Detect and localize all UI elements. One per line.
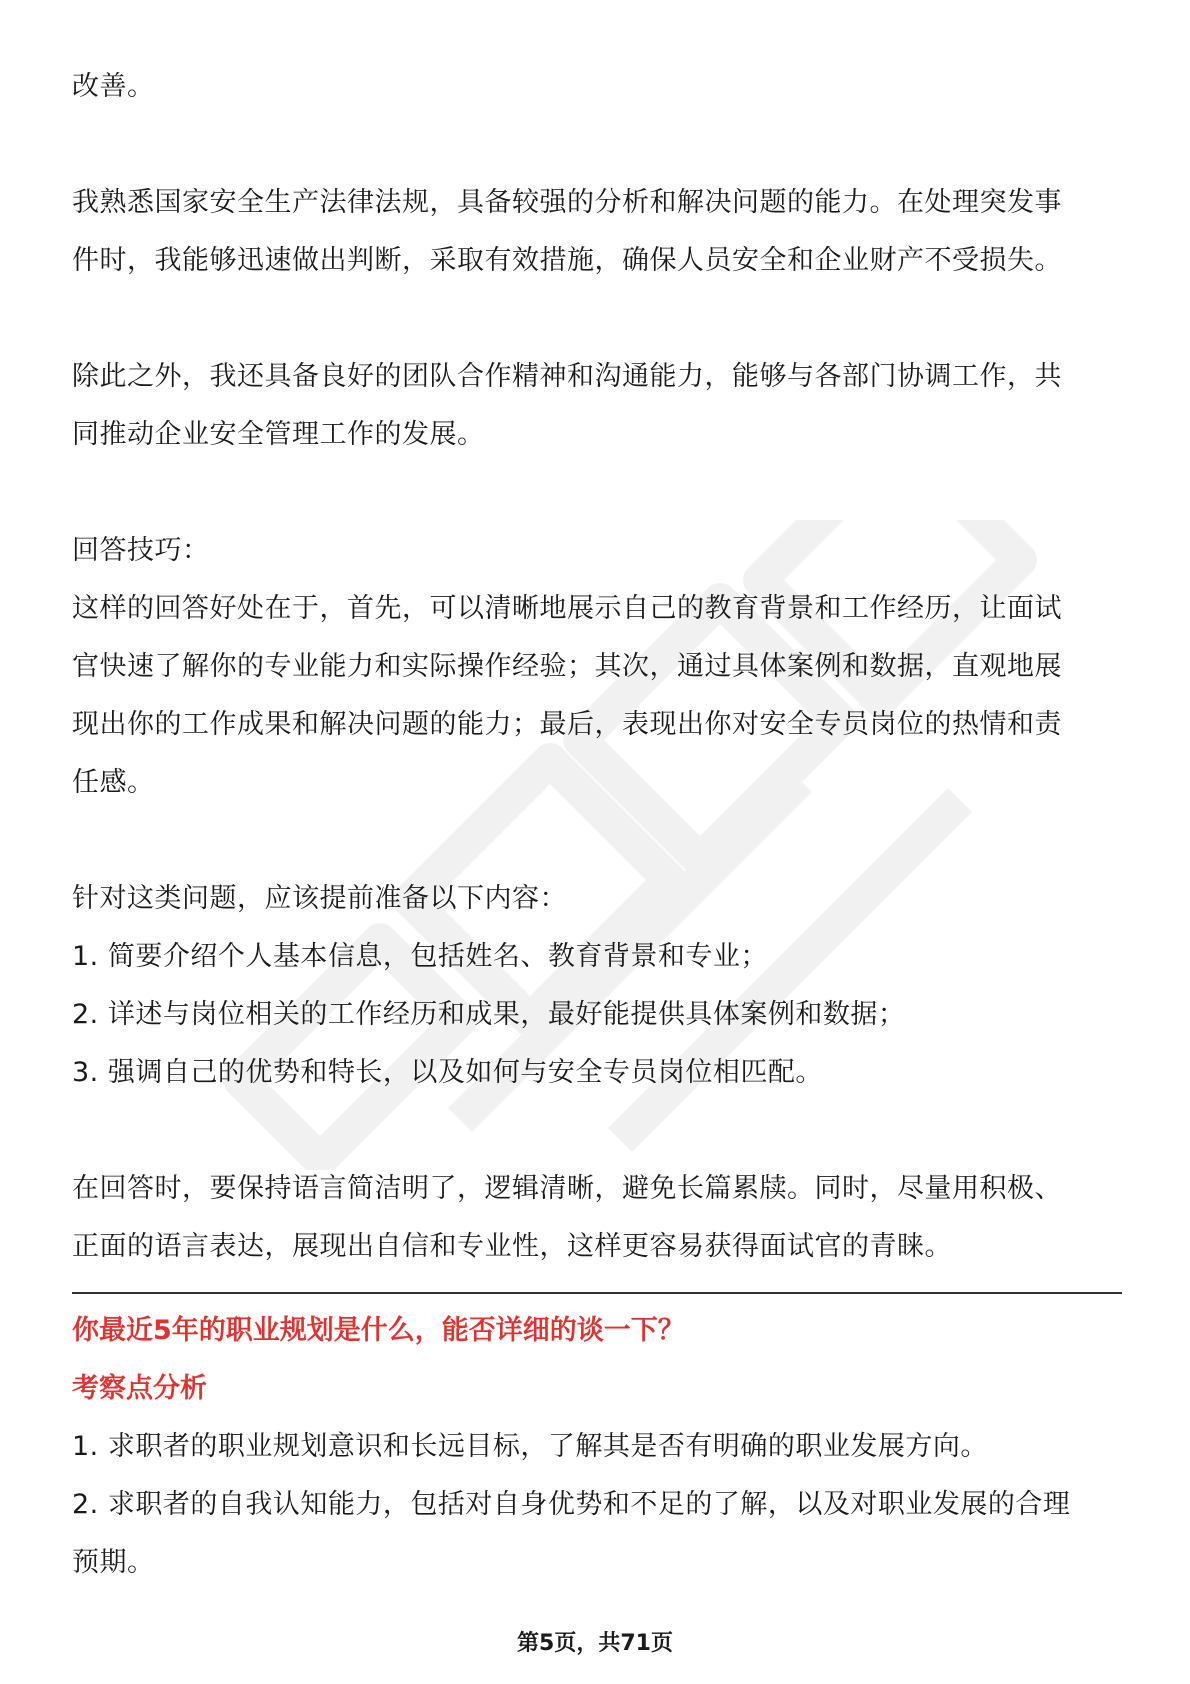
next-question-section: [72, 1302, 1122, 1592]
tips-line: 现出你的工作成果和解决问题的能力；最后，表现出你对安全专员岗位的热情和责: [72, 709, 1062, 740]
tips-heading: 回答技巧：: [72, 535, 210, 566]
closing-section: [72, 1160, 1122, 1276]
prep-heading: 针对这类问题，应该提前准备以下内容：: [72, 883, 567, 914]
analysis-heading: 考察点分析: [72, 1373, 207, 1404]
closing-line: 在回答时，要保持语言简洁明了，逻辑清晰，避免长篇累牍。同时，尽量用积极、: [72, 1173, 1062, 1204]
paragraph-line: 除此之外，我还具备良好的团队合作精神和沟通能力，能够与各部门协调工作，共: [72, 361, 1062, 392]
closing-line: 正面的语言表达，展现出自信和专业性，这样更容易获得面试官的青睐。: [72, 1231, 952, 1262]
paragraph-line: 件时，我能够迅速做出判断，采取有效措施，确保人员安全和企业财产不受损失。: [72, 245, 1062, 276]
tips-line: 任感。: [72, 767, 155, 798]
analysis-item: 2. 求职者的自我认知能力，包括对自身优势和不足的了解，以及对职业发展的合理: [72, 1489, 1071, 1520]
page-content: [72, 58, 1122, 1592]
analysis-item: 1. 求职者的职业规划意识和长远目标，了解其是否有明确的职业发展方向。: [72, 1431, 988, 1462]
tips-section: [72, 522, 1122, 812]
paragraph-line: 改善。: [72, 71, 155, 102]
section-divider: [72, 1292, 1122, 1294]
paragraph-line: 我熟悉国家安全生产法律法规，具备较强的分析和解决问题的能力。在处理突发事: [72, 187, 1062, 218]
prep-item: 2. 详述与岗位相关的工作经历和成果，最好能提供具体案例和数据；: [72, 999, 906, 1030]
prep-section: [72, 870, 1122, 1102]
prep-item: 3. 强调自己的优势和特长，以及如何与安全专员岗位相匹配。: [72, 1057, 823, 1088]
analysis-item: 预期。: [72, 1547, 155, 1578]
page-number: 第5页，共71页: [517, 1631, 673, 1656]
top-paragraphs: [72, 58, 1122, 464]
tips-line: 这样的回答好处在于，首先，可以清晰地展示自己的教育背景和工作经历，让面试: [72, 593, 1062, 624]
tips-line: 官快速了解你的专业能力和实际操作经验；其次，通过具体案例和数据，直观地展: [72, 651, 1062, 682]
paragraph-line: 同推动企业安全管理工作的发展。: [72, 419, 485, 450]
prep-item: 1. 简要介绍个人基本信息，包括姓名、教育背景和专业；: [72, 941, 768, 972]
question-title: 你最近5年的职业规划是什么，能否详细的谈一下？: [72, 1315, 685, 1346]
